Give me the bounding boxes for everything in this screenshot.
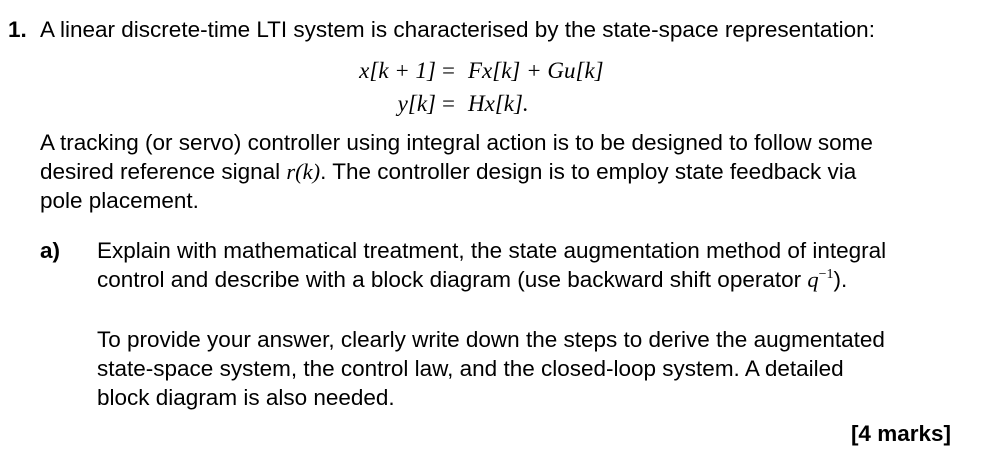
part-a-label: a) xyxy=(40,238,61,263)
output-equation-equals: = xyxy=(442,91,455,116)
paragraph-line-1: A tracking (or servo) controller using integral action is to be designed to follow some xyxy=(40,130,873,155)
state-equation-lhs: x[k + 1] xyxy=(359,58,436,83)
part-a-line-1: Explain with mathematical treatment, the state augmentation method of integral xyxy=(97,238,887,263)
output-equation-rhs: Hx[k]. xyxy=(468,91,529,116)
instruction-line-2: state-space system, the control law, and the closed-loop system. A detailed xyxy=(97,356,844,381)
instruction-line-1: To provide your answer, clearly write down the steps to derive the augmentated xyxy=(97,327,885,352)
instruction-line-3: block diagram is also needed. xyxy=(97,385,395,410)
paragraph-line-2: desired reference signal r(k). The controller design is to employ state feedback via xyxy=(40,159,857,184)
shift-operator-math: q xyxy=(807,267,819,292)
paragraph-line-3: pole placement. xyxy=(40,188,199,213)
question-number: 1. xyxy=(8,17,27,42)
part-a-line-2: control and describe with a block diagram (use backward shift operator $q^{-1}$). xyxy=(97,267,848,292)
reference-signal-math: r(k) xyxy=(286,159,321,184)
output-equation-lhs: y[k] xyxy=(397,91,436,116)
shift-operator-exponent: −1 xyxy=(818,267,834,282)
question-intro: A linear discrete-time LTI system is characterised by the state-space representation: xyxy=(40,17,875,42)
state-equation-equals: = xyxy=(442,58,455,83)
marks-label: [4 marks] xyxy=(850,421,951,446)
state-equation-rhs: Fx[k] + Gu[k] xyxy=(468,58,604,83)
